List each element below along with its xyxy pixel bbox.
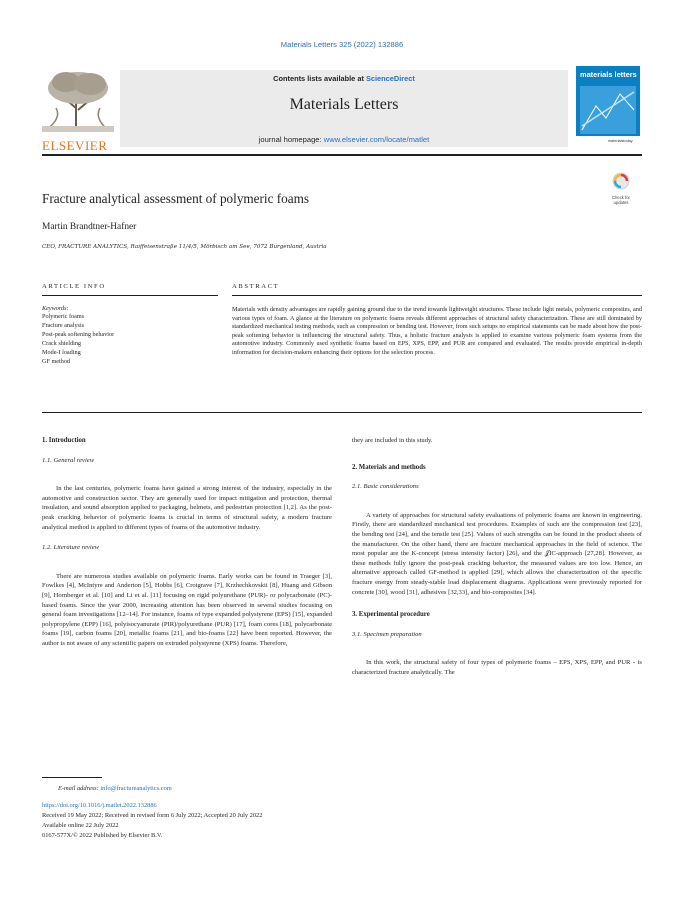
sciencedirect-link[interactable]: ScienceDirect xyxy=(365,74,415,83)
paragraph-basic-considerations: A variety of approaches for structural safety evaluations of polymeric foams are known in engineering. Firstly, there are standardized mechanical test procedures. Examples of such are the compression test [23], the bending test [24], and the tensile test [25]. Values of such strengths can be found in the product sheets of the manufacturer. On the other hand, there are fracture mechanical approaches in the field of science. The most popular are the K-concept (stress intensity factor) [26], and the 𝒥IC-approach [27,28]. However, as these methods fully ignore the post-peak cracking behavior, the measured values are too low. Hence, an alternative approach called GF-method is applied [29], which allows the characterization of the specific fracture energy from steady-stable load displacement diagrams. Applications were previously reported for concrete [30], wood [31], adhesives [32,33], and bio-composites [34]. xyxy=(352,511,642,596)
keyword-item: Polymeric foams xyxy=(42,313,85,320)
abstract-heading: ABSTRACT xyxy=(232,283,280,290)
paragraph-literature-review: There are numerous studies available on polymeric foams. Early works can be found in Traeger [3], Fowlkes [4], McIntyre and Anderton [5], Hobbs [6], Crotgrave [7], Krzhechkovskii [8], Huang and Gibson [9], Hornberger et al. [10] and Li et al. [11] focusing on rigid polyurethane (PUR)- or polycarbonate (PC)-based foams. Since the year 2000, increasing attention has been observed in several studies focusing on general foam investigations [12–14]. For instance, foams of type expanded polystyrene (EPS) [15], expanded polypropylene (EPP) [16], polyisocyanurate (PIR)/polyurethane (PUR) [17], foam cores [18], polycarbonate foams [19], carbon foams [20], metallic foams [21], and bio-foams [22] have been reported. However, the author is not aware of any scientific papers on extruded polystyrene (XPS) foams. Therefore, xyxy=(42,572,332,647)
doi-link[interactable]: https://doi.org/10.1016/j.matlet.2022.132886 xyxy=(42,802,157,809)
homepage-prefix: journal homepage: xyxy=(258,135,324,144)
contents-line xyxy=(120,74,568,83)
section-heading-experimental: 3. Experimental procedure xyxy=(352,611,430,619)
cover-title: materials letters xyxy=(580,70,637,79)
affiliation: CEO, FRACTURE ANALYTICS, Raiffeisenstraße 11/4/5, Mörbisch am See, 7072 Burgenland, Austria xyxy=(42,244,327,250)
homepage-line xyxy=(120,135,568,144)
subsection-heading-literature-review: 1.2. Literature review xyxy=(42,544,100,552)
email-label: E-mail address: xyxy=(58,785,101,792)
cover-small-text: materialstoday xyxy=(608,139,633,143)
updates-icon xyxy=(612,172,630,192)
available-online: Available online 22 July 2022 xyxy=(42,822,119,829)
header-rule xyxy=(42,154,642,156)
keyword-item: GF method xyxy=(42,358,71,365)
email-link[interactable]: info@fractureanalytics.com xyxy=(100,785,172,792)
contents-prefix: Contents lists available at xyxy=(273,74,366,83)
homepage-link[interactable]: www.elsevier.com/locate/matlet xyxy=(323,135,430,144)
article-info-heading: ARTICLE INFO xyxy=(42,283,106,290)
subsection-heading-basic-considerations: 2.1. Basic considerations xyxy=(352,483,419,491)
paragraph-specimen-preparation: In this work, the structural safety of four types of polymeric foams – EPS, XPS, EPP, and PUR - is characterized fracture analytically. The xyxy=(352,659,642,676)
issn-copyright: 0167-577X/© 2022 Published by Elsevier B.V. xyxy=(42,832,163,839)
keyword-item: Mode-I loading xyxy=(42,349,81,356)
abstract-rule xyxy=(232,295,642,296)
keyword-item: Crack shielding xyxy=(42,340,82,347)
article-info-rule xyxy=(42,295,218,296)
right-column xyxy=(352,436,642,678)
keywords-label: Keywords: xyxy=(42,305,69,312)
journal-reference[interactable]: Materials Letters 325 (2022) 132886 xyxy=(280,40,404,49)
article-title: Fracture analytical assessment of polymeric foams xyxy=(42,191,309,206)
author-name[interactable]: Martin Brandtner-Hafner xyxy=(42,222,137,232)
elsevier-tree-icon xyxy=(42,68,114,132)
left-column xyxy=(42,436,332,649)
abstract-text: Materials with density advantages are rapidly gaining ground due to the trend towards lightweight structures. These include light metals, polymeric composites, and various types of foam. A glance at the literature on polymeric foams reveals different approaches of structural safety characterization. These are still dominated by standardized mechanical testing methods, such as compression or bending test. However, from such setups no empirical statements can be made about how the post-peak softening behavior is influencing the structural safety. Thus, a holistic fracture analysis is applied to examine various polymeric foam systems from the automotive industry. Commonly used synthetic foams based on EPS, XPS, EPP, and PUR are compared and evaluated. The results provide empirical in-depth information for decision-makers enhancing their options for the selection process. xyxy=(232,306,642,356)
email-footnote xyxy=(58,785,172,792)
subsection-heading-specimen-preparation: 3.1. Specimen preparation xyxy=(352,630,422,638)
check-for-updates-badge[interactable] xyxy=(604,172,638,206)
paragraph-general-review: In the last centuries, polymeric foams have gained a strong interest of the industry, especially in the automotive and construction sector. They are generally used for impact mitigation and protection, thermal insulation, and sound absorption applied to packaging, helmets, and pedestrian protection [1,2]. As the post-peak cracking behavior of polymeric foams is crucial in terms of structural safety, a modern fracture analytical method is applied to different types of foams of the automotive industry. xyxy=(42,485,332,531)
section-heading-introduction: 1. Introduction xyxy=(42,437,86,444)
subsection-heading-general-review: 1.1. General review xyxy=(42,456,95,464)
keyword-item: Post-peak softening behavior xyxy=(42,331,115,338)
journal-title: Materials Letters xyxy=(289,96,399,113)
keyword-item: Fracture analysis xyxy=(42,322,85,329)
received-dates: Received 19 May 2022; Received in revised form 6 July 2022; Accepted 20 July 2022 xyxy=(42,812,263,819)
footnote-rule xyxy=(42,777,102,778)
updates-label: Check for updates xyxy=(612,195,630,205)
cover-graphic xyxy=(576,66,640,148)
elsevier-logo xyxy=(42,68,114,153)
elsevier-wordmark: ELSEVIER xyxy=(42,138,108,153)
paragraph-continuation: they are included in this study. xyxy=(352,437,433,444)
journal-cover[interactable] xyxy=(576,66,640,148)
section-heading-materials-methods: 2. Materials and methods xyxy=(352,463,426,471)
abstract-bottom-rule xyxy=(42,412,642,413)
